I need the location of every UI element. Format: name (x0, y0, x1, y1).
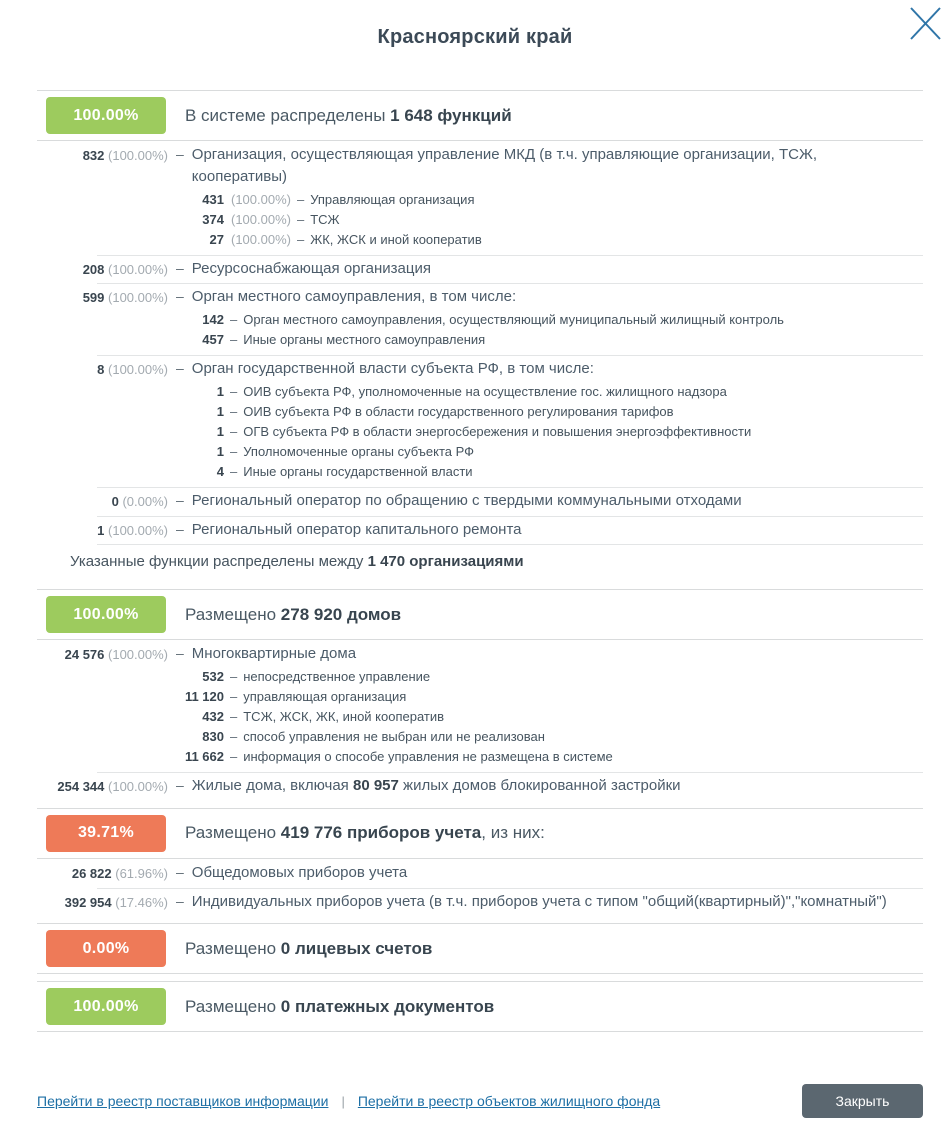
row-label: управляющая организация (243, 689, 407, 704)
close-icon-glyph (907, 5, 943, 41)
row-label: ТСЖ (310, 211, 340, 227)
row-percent: (61.96%) (115, 865, 168, 881)
sub-row (37, 190, 923, 210)
separator-dash: – (176, 863, 184, 880)
stat-row (37, 640, 923, 772)
row-label: ТСЖ, ЖСК, ЖК, иной кооператив (243, 709, 445, 724)
sub-row (37, 462, 923, 482)
separator-dash: – (176, 520, 184, 537)
row-label: Общедомовых приборов учета (191, 863, 408, 881)
row-number: 11 120 (184, 689, 224, 704)
separator-dash: – (230, 423, 238, 439)
separator-dash: – (230, 669, 238, 684)
section-meters (37, 808, 923, 917)
row-percent: (100.00%) (108, 522, 168, 538)
row-label: информация о способе управления не размещена в системе (243, 749, 613, 764)
close-button[interactable]: Закрыть (802, 1084, 923, 1118)
row-label: ОИВ субъекта РФ, уполномоченные на осуществление гос. жилищного надзора (243, 383, 727, 399)
sub-row (37, 727, 923, 747)
sub-row (37, 230, 923, 250)
stat-row (37, 355, 923, 487)
row-number: 1 (97, 522, 105, 538)
footer (37, 1084, 923, 1136)
row-number: 1 (216, 443, 224, 459)
row-label: Региональный оператор капитального ремонта (191, 520, 522, 538)
percent-badge: 100.00% (46, 97, 166, 134)
row-value (37, 258, 168, 277)
row-percent: (100.00%) (108, 148, 168, 163)
row-label: Индивидуальных приборов учета (в т.ч. приборов учета с типом "общий(квартирный)","комнатный") (191, 892, 887, 910)
functions-summary-note: Указанные функции распределены между 1 470 организациями (37, 544, 923, 582)
section-header-row (37, 982, 923, 1032)
sub-row (37, 707, 923, 727)
row-percent: (0.00%) (122, 493, 168, 509)
row-label: Ресурсоснабжающая организация (191, 259, 431, 277)
row-number: 0 (111, 493, 119, 509)
separator-dash: – (230, 383, 238, 399)
row-number: 431 (202, 191, 224, 207)
row-number: 457 (202, 332, 224, 347)
row-label: Орган государственной власти субъекта РФ, в том числе: (191, 360, 594, 377)
separator-dash: – (176, 288, 184, 305)
row-value (37, 891, 168, 910)
separator-dash: – (176, 360, 184, 376)
stat-row (37, 487, 923, 516)
sub-rows (37, 380, 923, 483)
stat-row (37, 888, 923, 917)
row-number: 26 822 (71, 865, 112, 881)
row-value (37, 286, 168, 305)
row-label: Многоквартирные дома (191, 645, 357, 663)
section-functions (37, 90, 923, 582)
row-percent: (100.00%) (108, 779, 168, 794)
sub-rows (37, 308, 923, 351)
row-percent: (100.00%) (108, 290, 168, 306)
row-value (37, 519, 168, 538)
row-number: 392 954 (64, 894, 112, 910)
section-header-row (37, 809, 923, 859)
row-percent: (100.00%) (231, 191, 291, 207)
row-number: 599 (82, 290, 105, 306)
stat-row (37, 516, 923, 545)
section-header: Размещено 0 платежных документов (185, 996, 495, 1016)
row-percent: (100.00%) (231, 231, 291, 247)
row-value (37, 862, 168, 881)
stat-row (37, 859, 923, 888)
section-header: В системе распределены 1 648 функций (185, 105, 512, 125)
row-percent: (100.00%) (108, 647, 168, 663)
separator-dash: – (296, 211, 305, 227)
footer-separator: | (341, 1093, 345, 1109)
row-number: 532 (202, 669, 224, 684)
close-icon[interactable] (906, 4, 944, 42)
row-label: способ управления не выбран или не реализован (243, 729, 545, 744)
sub-row (37, 210, 923, 230)
percent-badge: 100.00% (46, 988, 166, 1025)
row-label: Управляющая организация (310, 191, 475, 207)
separator-dash: – (230, 463, 238, 479)
sub-row (37, 330, 923, 350)
section-header: Размещено 419 776 приборов учета, из них: (185, 823, 545, 843)
separator-dash: – (176, 259, 184, 276)
row-percent: (100.00%) (108, 261, 168, 277)
separator-dash: – (176, 892, 184, 909)
stat-row (37, 283, 923, 355)
row-label: Иные органы государственной власти (243, 463, 473, 479)
section-rows (37, 141, 923, 544)
stat-row (37, 141, 923, 255)
row-value (37, 144, 168, 163)
separator-dash: – (230, 709, 238, 724)
row-number: 830 (202, 729, 224, 744)
row-number: 208 (82, 261, 105, 277)
row-label: ОИВ субъекта РФ в области государственного регулирования тарифов (243, 403, 674, 419)
row-value (37, 490, 168, 509)
separator-dash: – (230, 403, 238, 419)
row-label: непосредственное управление (243, 669, 431, 684)
row-number: 254 344 (57, 779, 105, 794)
row-number: 1 (216, 423, 224, 439)
section-header-row (37, 91, 923, 141)
row-number: 24 576 (64, 647, 105, 663)
row-label: Иные органы местного самоуправления (243, 332, 486, 347)
link-housing-registry[interactable]: Перейти в реестр объектов жилищного фонда (357, 1093, 661, 1110)
sub-row (37, 747, 923, 767)
section-payment-docs (37, 981, 923, 1032)
sub-row (37, 402, 923, 422)
row-label: Уполномоченные органы субъекта РФ (243, 443, 475, 459)
separator-dash: – (230, 749, 238, 764)
row-number: 8 (97, 362, 105, 377)
row-number: 432 (202, 709, 224, 724)
percent-badge: 39.71% (46, 815, 166, 852)
sub-row (37, 310, 923, 330)
sub-row (37, 667, 923, 687)
sub-rows (37, 188, 923, 251)
section-houses (37, 589, 923, 801)
sub-row (37, 382, 923, 402)
row-value (37, 358, 168, 377)
separator-dash: – (176, 645, 184, 662)
section-rows (37, 640, 923, 801)
separator-dash: – (296, 191, 305, 207)
stat-row (37, 255, 923, 284)
row-label: Региональный оператор по обращению с твердыми коммунальными отходами (191, 491, 742, 509)
sub-row (37, 687, 923, 707)
separator-dash: – (176, 491, 184, 508)
stat-row (37, 772, 923, 801)
row-number: 4 (216, 463, 224, 479)
separator-dash: – (230, 689, 238, 704)
section-rows (37, 859, 923, 917)
separator-dash: – (230, 312, 238, 327)
separator-dash: – (230, 729, 238, 744)
page-title: Красноярский край (377, 26, 573, 48)
section-header-row (37, 924, 923, 974)
row-percent: (17.46%) (115, 894, 168, 910)
row-number: 832 (82, 148, 105, 163)
row-number: 11 662 (184, 749, 224, 764)
row-label: ЖК, ЖСК и иной кооператив (310, 231, 482, 247)
row-number: 374 (202, 211, 224, 227)
percent-badge: 0.00% (46, 930, 166, 967)
row-number: 1 (216, 403, 224, 419)
row-number: 27 (209, 231, 224, 247)
row-value (37, 643, 168, 662)
section-header: Размещено 278 920 домов (185, 604, 402, 624)
separator-dash: – (296, 231, 305, 247)
section-header-row (37, 590, 923, 640)
separator-dash: – (176, 777, 184, 793)
separator-dash: – (176, 146, 184, 162)
row-number: 1 (216, 383, 224, 399)
row-label: Орган местного самоуправления, осуществляющий муниципальный жилищный контроль (243, 312, 784, 327)
row-label: ОГВ субъекта РФ в области энергосбережения и повышения энергоэффективности (243, 423, 752, 439)
section-accounts (37, 923, 923, 974)
row-percent: (100.00%) (108, 362, 168, 377)
sub-row (37, 422, 923, 442)
separator-dash: – (230, 443, 238, 459)
section-header: Размещено 0 лицевых счетов (185, 938, 433, 958)
row-label: Жилые дома, включая 80 957 жилых домов блокированной застройки (191, 777, 681, 794)
sub-rows (37, 665, 923, 768)
row-label: Орган местного самоуправления, в том числе: (191, 288, 517, 306)
percent-badge: 100.00% (46, 596, 166, 633)
row-percent: (100.00%) (231, 211, 291, 227)
row-number: 142 (202, 312, 224, 327)
stats-content (0, 90, 950, 1032)
row-label: Организация, осуществляющая управление МКД (в т.ч. управляющие организации, ТСЖ, кооперативы) (191, 146, 817, 185)
link-providers-registry[interactable]: Перейти в реестр поставщиков информации (37, 1093, 329, 1110)
row-value (37, 775, 168, 794)
separator-dash: – (230, 332, 238, 347)
sub-row (37, 442, 923, 462)
